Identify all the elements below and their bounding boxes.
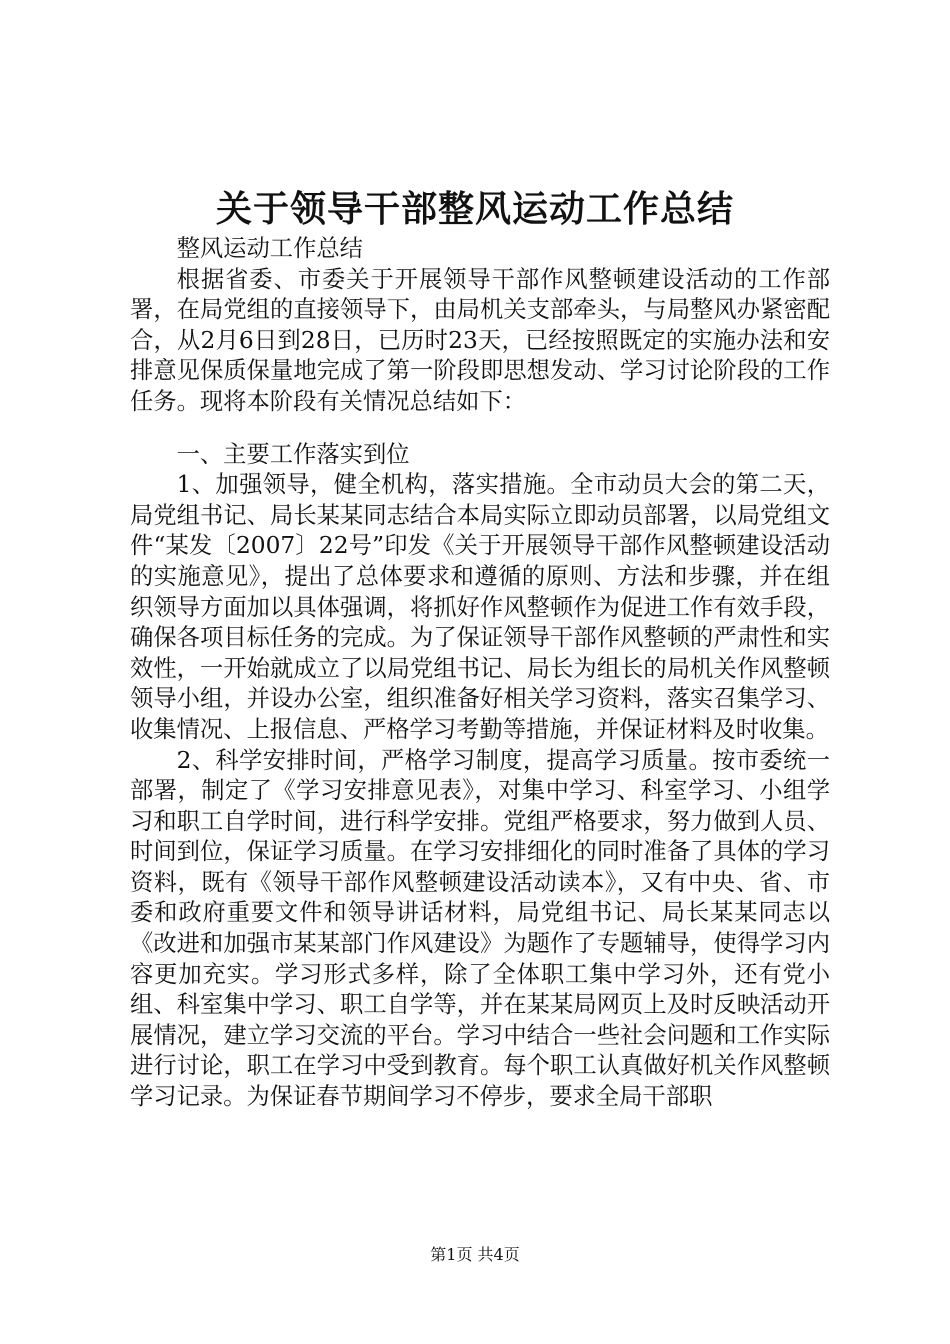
intro-paragraph: 根据省委、市委关于开展领导干部作风整顿建设活动的工作部署，在局党组的直接领导下，由局机关支部牵头，与局整风办紧密配合，从2月6日到28日，已历时23天，已经按照既定的实施办法和安排意见保质保量地完成了第一阶段即思想发动、学习讨论阶段的工作任务。现将本阶段有关情况总结如下： (130, 265, 830, 415)
document-title: 关于领导干部整风运动工作总结 (215, 188, 734, 230)
document-body (130, 234, 830, 1113)
page-footer: 第1页 共4页 (430, 1245, 520, 1264)
body-paragraph: 2、科学安排时间，严格学习制度，提高学习质量。按市委统一部署，制定了《学习安排意见表》，对集中学习、科室学习、小组学习和职工自学时间，进行科学安排。党组严格要求，努力做到人员、时间到位，保证学习质量。在学习安排细化的同时准备了具体的学习资料，既有《领导干部作风整顿建设活动读本》，又有中央、省、市委和政府重要文件和领导讲话材料，局党组书记、局长某某同志以《改进和加强市某某部门作风建设》为题作了专题辅导，使得学习内容更加充实。学习形式多样，除了全体职工集中学习外，还有党小组、科室集中学习、职工自学等，并在某某局网页上及时反映活动开展情况，建立学习交流的平台。学习中结合一些社会问题和工作实际进行讨论，职工在学习中受到教育。每个职工认真做好机关作风整顿学习记录。为保证春节期间学习不停步，要求全局干部职 (130, 746, 830, 1111)
body-paragraph: 1、加强领导，健全机构，落实措施。全市动员大会的第二天，局党组书记、局长某某同志结合本局实际立即动员部署，以局党组文件“某发〔2007〕22号”印发《关于开展领导干部作风整顿建设活动的实施意见》，提出了总体要求和遵循的原则、方法和步骤，并在组织领导方面加以具体强调，将抓好作风整顿作为促进工作有效手段，确保各项目标任务的完成。为了保证领导干部作风整顿的严肃性和实效性，一开始就成立了以局党组书记、局长为组长的局机关作风整顿领导小组，并设办公室，组织准备好相关学习资料，落实召集学习、收集情况、上报信息、严格学习考勤等措施，并保证材料及时收集。 (130, 471, 830, 743)
section-heading: 一、主要工作落实到位 (176, 440, 410, 468)
subtitle-paragraph: 整风运动工作总结 (176, 235, 363, 262)
